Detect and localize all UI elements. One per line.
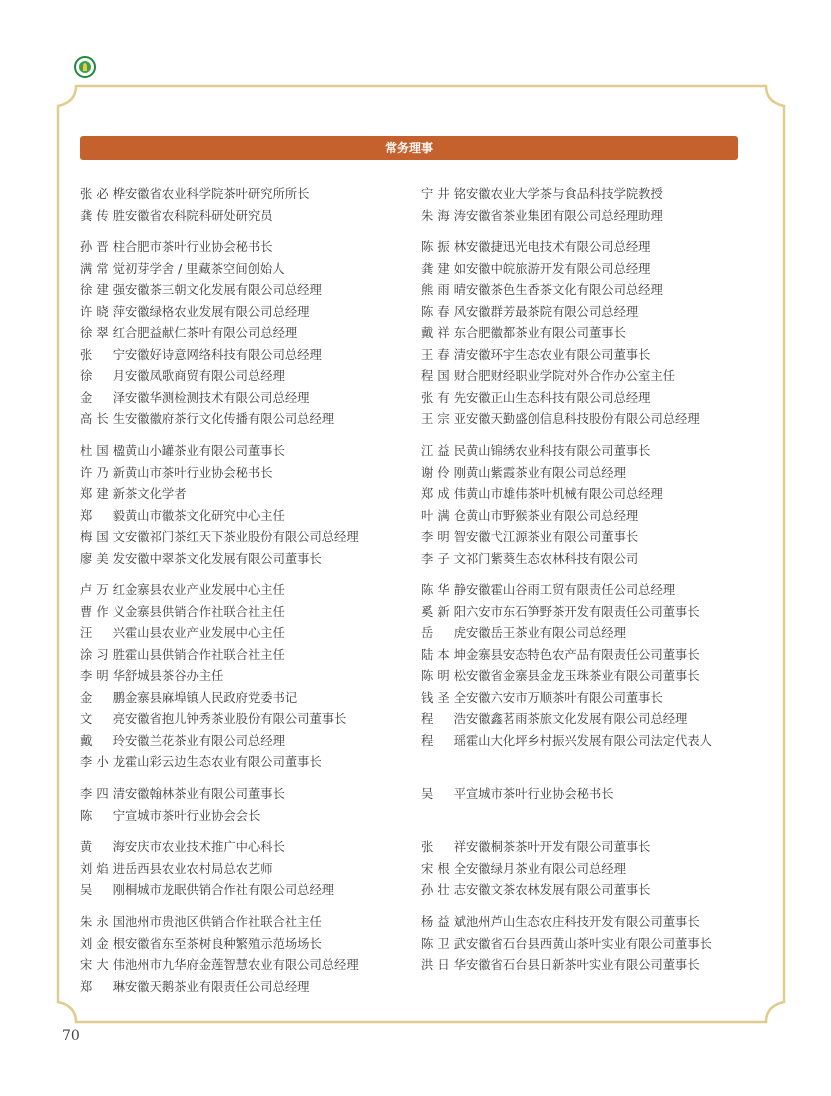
member-position: 黄山紫霞茶业有限公司总经理: [466, 465, 626, 480]
member-name: 黄 海: [80, 840, 125, 854]
member-position: 安徽天鹅茶业有限责任公司总经理: [125, 979, 310, 994]
member-position: 安徽六安市万顺茶叶有限公司董事长: [466, 690, 663, 705]
member-position: 金寨县麻埠镇人民政府党委书记: [125, 690, 298, 705]
member-name: 陆本坤: [421, 647, 466, 662]
member-row: [80, 527, 359, 549]
member-position: 岳西县农业农村局总农艺师: [125, 861, 273, 876]
member-position: 安徽茶三朝文化发展有限公司总经理: [125, 283, 322, 297]
member-position: 六安市东石笋野茶开发有限责任公司董事长: [466, 604, 700, 619]
member-name: 金 鹏: [80, 690, 125, 705]
member-row: [421, 527, 712, 549]
member-row: [80, 302, 359, 324]
member-name: 徐翠红: [80, 326, 125, 340]
member-position: 金寨县安态特色农产品有限责任公司董事长: [466, 647, 700, 662]
member-group: [421, 912, 712, 998]
member-name: 戴祥东: [421, 326, 466, 340]
member-position: 安徽省农业科学院茶叶研究所所长: [125, 187, 310, 201]
member-row: [80, 688, 359, 710]
member-name: 龚传胜: [80, 208, 125, 223]
member-position: 初芽学舍 / 里藏茶空间创始人: [125, 261, 285, 276]
member-group: [80, 441, 359, 570]
member-name: 陈振林: [421, 240, 466, 254]
member-name: 徐 月: [80, 369, 125, 383]
member-name: 张 宁: [80, 347, 125, 362]
member-position: 安徽中皖旅游开发有限公司总经理: [466, 261, 651, 276]
member-name: 熊雨晴: [421, 283, 466, 297]
member-row: [421, 184, 712, 206]
member-row: [80, 912, 359, 934]
member-position: 安徽兰花茶业有限公司总经理: [125, 733, 285, 748]
member-name: 金 泽: [80, 390, 125, 405]
member-row: [421, 345, 712, 367]
page-number: 70: [62, 1028, 80, 1044]
member-position: 宣城市茶叶行业协会秘书长: [466, 787, 614, 801]
member-name: 王宗亚: [421, 412, 466, 426]
member-row: [421, 912, 712, 934]
member-name: 陈卫武: [421, 936, 466, 951]
member-name: 叶满仓: [421, 508, 466, 523]
member-row: [80, 666, 359, 688]
member-name: 文 亮: [80, 712, 125, 726]
member-position: 霍山彩云边生态农业有限公司董事长: [125, 755, 322, 769]
member-row: [421, 955, 712, 977]
member-row: [421, 837, 712, 859]
member-position: 黄山市野猴茶业有限公司总经理: [466, 508, 639, 523]
member-row: [80, 259, 359, 281]
member-name: 涂习胜: [80, 647, 125, 662]
member-position: 合肥市茶叶行业协会秘书长: [125, 240, 273, 254]
member-position: 霍山县农业产业发展中心主任: [125, 626, 285, 640]
member-name: 李明华: [80, 669, 125, 683]
member-row: [80, 484, 359, 506]
member-position: 黄山市雄伟茶叶机械有限公司总经理: [466, 487, 663, 501]
member-name: 奚新阳: [421, 604, 466, 619]
member-name: 钱圣全: [421, 690, 466, 705]
member-position: 安徽霍山谷雨工贸有限责任公司总经理: [466, 583, 676, 597]
member-row: [421, 666, 712, 688]
member-position: 池州市贵池区供销合作社联合社主任: [125, 915, 322, 929]
member-name: 廖美发: [80, 551, 125, 566]
member-name: 朱永国: [80, 915, 125, 929]
member-row: [80, 580, 359, 602]
member-name: 洪日华: [421, 958, 466, 972]
member-name: 刘金根: [80, 936, 125, 951]
member-position: 池州芦山生态农庄科技开发有限公司董事长: [466, 915, 700, 929]
member-group: [80, 912, 359, 998]
member-group: [80, 837, 359, 902]
member-row: [80, 784, 359, 806]
member-row: [80, 623, 359, 645]
member-position: 安徽省东至茶树良种繁殖示范场场长: [125, 936, 322, 951]
member-name: 程 瑶: [421, 733, 466, 748]
member-position: 安徽省石台县日新茶叶实业有限公司董事长: [466, 958, 700, 972]
member-name: 李明智: [421, 530, 466, 544]
member-position: 安徽桐茶茶叶开发有限公司董事长: [466, 840, 651, 854]
member-row: [80, 323, 359, 345]
member-row: [421, 859, 712, 881]
member-position: 祁门紫葵生态农林科技有限公司: [466, 551, 639, 566]
member-name: 李四清: [80, 787, 125, 801]
member-group: [421, 580, 712, 774]
member-name: 李子文: [421, 551, 466, 566]
member-name: 吴 刚: [80, 883, 125, 897]
member-name: 戴 玲: [80, 733, 125, 748]
member-row: [80, 409, 359, 431]
member-name: 高长生: [80, 412, 125, 426]
member-position: 安徽文茶农林发展有限公司董事长: [466, 883, 651, 897]
member-position: 舒城县茶谷办主任: [125, 669, 224, 683]
member-name: 宋大伟: [80, 958, 125, 972]
member-row: [421, 549, 712, 571]
member-name: 曹作义: [80, 604, 125, 619]
member-name: 卢万红: [80, 583, 125, 597]
member-row: [421, 580, 712, 602]
member-row: [421, 709, 712, 731]
member-position: 安徽天勤盛创信息科技股份有限公司总经理: [466, 412, 700, 426]
member-group: [80, 580, 359, 774]
member-group: [421, 837, 712, 902]
member-name: 李小龙: [80, 755, 125, 769]
member-name: 王春清: [421, 347, 466, 362]
member-position: 安庆市农业技术推广中心科长: [125, 840, 285, 854]
member-row: [80, 345, 359, 367]
member-row: [80, 388, 359, 410]
member-position: 安徽环宇生态农业有限公司董事长: [466, 347, 651, 362]
member-position: 合肥徽都茶业有限公司董事长: [466, 326, 626, 340]
member-row: [421, 731, 712, 753]
association-logo-icon: [74, 56, 96, 78]
member-group: [421, 441, 712, 570]
member-row: [421, 784, 712, 806]
member-name: 谢伶刚: [421, 465, 466, 480]
member-name: 龚建如: [421, 261, 466, 276]
member-name: 郑成伟: [421, 487, 466, 501]
member-position: 金寨县供销合作社联合社主任: [125, 604, 285, 619]
member-name: 许乃新: [80, 465, 125, 480]
member-name: 陈明松: [421, 669, 466, 683]
member-row: [80, 237, 359, 259]
member-row: [421, 302, 712, 324]
member-group: [421, 184, 712, 227]
member-name: 陈华静: [421, 583, 466, 597]
member-position: 安徽华测检测技术有限公司总经理: [125, 390, 310, 405]
member-name: 程国财: [421, 369, 466, 383]
member-position: 安徽省抱儿钟秀茶业股份有限公司董事长: [125, 712, 347, 726]
member-position: 安徽省石台县西黄山茶叶实业有限公司董事长: [466, 936, 712, 951]
member-name: 孙壮志: [421, 883, 466, 897]
member-name: 梅国文: [80, 530, 125, 544]
member-row: [421, 506, 712, 528]
member-name: 徐建强: [80, 283, 125, 297]
member-position: 池州市九华府金莲智慧农业有限公司总经理: [125, 958, 359, 972]
member-position: 金寨县农业产业发展中心主任: [125, 583, 285, 597]
member-name: 程 浩: [421, 712, 466, 726]
member-row: [421, 934, 712, 956]
member-row: [80, 463, 359, 485]
member-position: 黄山市茶叶行业协会秘书长: [125, 465, 273, 480]
member-position: 安徽岳王茶业有限公司总经理: [466, 626, 626, 640]
member-row: [421, 237, 712, 259]
member-row: [421, 463, 712, 485]
member-position: 安徽绿月茶业有限公司总经理: [466, 861, 626, 876]
member-row: [421, 688, 712, 710]
member-position: 合肥益献仁茶叶有限公司总经理: [125, 326, 298, 340]
section-title-banner: 常务理事: [80, 136, 738, 160]
member-position: 黄山小罐茶业有限公司董事长: [125, 444, 285, 458]
member-row: [421, 323, 712, 345]
member-name: 张有先: [421, 390, 466, 405]
member-position: 安徽省金寨县金龙玉珠茶业有限公司董事长: [466, 669, 700, 683]
member-name: 陈 宁: [80, 808, 125, 823]
member-row: [80, 806, 359, 828]
member-row: [421, 366, 712, 388]
member-group: [421, 784, 712, 827]
member-name: 孙晋柱: [80, 240, 125, 254]
member-row: [421, 206, 712, 228]
member-name: 岳 虎: [421, 626, 466, 640]
member-row: [421, 623, 712, 645]
member-row: [80, 549, 359, 571]
member-name: 郑 琳: [80, 979, 125, 994]
left-member-column: [80, 184, 359, 1008]
member-group: [80, 784, 359, 827]
member-position: 安徽翰林茶业有限公司董事长: [125, 787, 285, 801]
member-row: [80, 859, 359, 881]
member-name: 宁井铭: [421, 187, 466, 201]
member-name: 宋根全: [421, 861, 466, 876]
member-name: 满常觉: [80, 261, 125, 276]
member-name: 朱海涛: [421, 208, 466, 223]
member-name: 吴 平: [421, 787, 466, 801]
member-row: [80, 977, 359, 999]
member-name: 杨益斌: [421, 915, 466, 929]
member-row: [421, 602, 712, 624]
member-position: 安徽捷迅光电技术有限公司总经理: [466, 240, 651, 254]
member-row: [80, 880, 359, 902]
member-row: [80, 934, 359, 956]
member-position: 安徽徽府茶行文化传播有限公司总经理: [125, 412, 335, 426]
member-position: 安徽好诗意网络科技有限公司总经理: [125, 347, 322, 362]
member-name: 陈春风: [421, 304, 466, 319]
member-row: [80, 441, 359, 463]
member-row: [80, 752, 359, 774]
member-group: [421, 237, 712, 431]
member-row: [421, 388, 712, 410]
member-name: 刘焰进: [80, 861, 125, 876]
member-position: 合肥财经职业学院对外合作办公室主任: [466, 369, 676, 383]
member-position: 安徽绿格农业发展有限公司总经理: [125, 304, 310, 319]
member-position: 桐城市龙眠供销合作社有限公司总经理: [125, 883, 335, 897]
member-position: 茶文化学者: [125, 487, 187, 501]
member-row: [421, 645, 712, 667]
member-row: [80, 645, 359, 667]
member-row: [80, 206, 359, 228]
member-position: 黄山市徽茶文化研究中心主任: [125, 508, 285, 523]
member-position: 安徽正山生态科技有限公司总经理: [466, 390, 651, 405]
member-row: [421, 880, 712, 902]
member-row: [80, 366, 359, 388]
member-position: 安徽弋江源茶业有限公司董事长: [466, 530, 639, 544]
member-row: [80, 709, 359, 731]
member-row: [421, 259, 712, 281]
member-name: 张 祥: [421, 840, 466, 854]
member-name: 江益民: [421, 444, 466, 458]
member-position: 安徽茶色生香茶文化有限公司总经理: [466, 283, 663, 297]
member-name: 郑 毅: [80, 508, 125, 523]
member-row: [421, 409, 712, 431]
member-row: [80, 602, 359, 624]
member-group: [80, 184, 359, 227]
member-position: 安徽农业大学茶与食品科技学院教授: [466, 187, 663, 201]
member-position: 霍山大化坪乡村振兴发展有限公司法定代表人: [466, 733, 712, 748]
member-name: 汪 兴: [80, 626, 125, 640]
member-row: [80, 506, 359, 528]
member-name: 杜国楹: [80, 444, 125, 458]
member-row: [80, 955, 359, 977]
member-position: 霍山县供销合作社联合社主任: [125, 647, 285, 662]
member-position: 安徽省茶业集团有限公司总经理助理: [466, 208, 663, 223]
member-row: [80, 280, 359, 302]
right-member-column: [421, 184, 712, 1008]
member-position: 安徽祁门茶红天下茶业股份有限公司总经理: [125, 530, 359, 544]
member-position: 安徽中翠茶文化发展有限公司董事长: [125, 551, 322, 566]
member-position: 安徽群芳最茶院有限公司总经理: [466, 304, 639, 319]
member-position: 黄山锦绣农业科技有限公司董事长: [466, 444, 651, 458]
member-row: [421, 280, 712, 302]
member-row: [421, 484, 712, 506]
member-row: [80, 731, 359, 753]
member-row: [80, 837, 359, 859]
member-name: 张必桦: [80, 187, 125, 201]
member-position: 宣城市茶叶行业协会会长: [125, 808, 261, 823]
member-row: [80, 184, 359, 206]
member-position: 安徽凤歌商贸有限公司总经理: [125, 369, 285, 383]
member-name: 郑建新: [80, 487, 125, 501]
member-row: [421, 441, 712, 463]
member-name: 许晓萍: [80, 304, 125, 319]
member-position: 安徽鑫茗雨茶旅文化发展有限公司总经理: [466, 712, 688, 726]
member-group: [80, 237, 359, 431]
member-position: 安徽省农科院科研处研究员: [125, 208, 273, 223]
